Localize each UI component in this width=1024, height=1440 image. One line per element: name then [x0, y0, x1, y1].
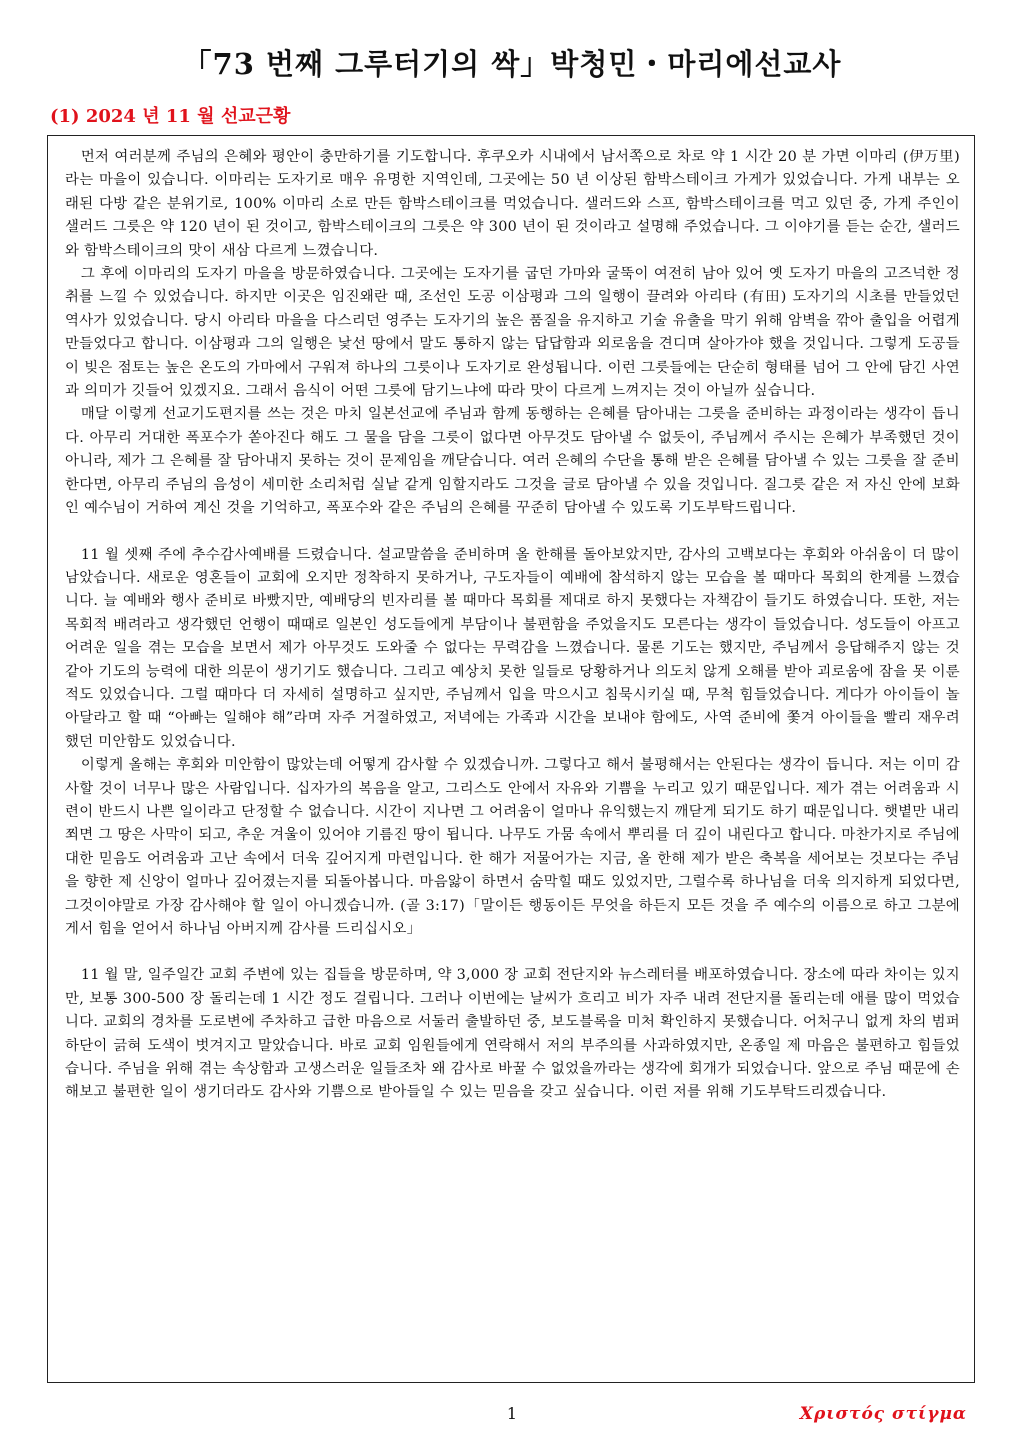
- paragraph-pottery-village: 그 후에 이마리의 도자기 마을을 방문하였습니다. 그곳에는 도자기를 굽던 가마와 굴뚝이 여전히 남아 있어 옛 도자기 마을의 고즈넉한 정취를 느낄 수 있었습니다. 하지만 이곳은 임진왜란 때, 조선인 도공 이삼평과 그의 일행이 끌려와 아리타 (有田) 도자기의 시초를 만들었던 역사가 있었습니다. 당시 아리타 마을을 다스리던 영주는 도자기의 높은 품질을 유지하고 기술 유출을 막기 위해 암벽을 깎아 출입을 어렵게 만들었다고 합니다. 이삼평과 그의 일행은 낯선 땅에서 말도 통하지 않는 답답함과 외로움을 견디며 살아가야 했을 것입니다. 그렇게 도공들이 빚은 점토는 높은 온도의 가마에서 구워져 하나의 그릇이나 도자기로 완성됩니다. 이런 그릇들에는 단순히 형태를 넘어 그 안에 담긴 사연과 의미가 깃들어 있겠지요. 그래서 음식이 어떤 그릇에 담기느냐에 따라 맛이 다르게 느껴지는 것이 아닐까 싶습니다.: [65, 266, 960, 400]
- paragraph-flyer-distribution: 11 월 말, 일주일간 교회 주변에 있는 집들을 방문하며, 약 3,000 장 교회 전단지와 뉴스레터를 배포하였습니다. 장소에 따라 차이는 있지만, 보통 300-500 장 돌리는데 1 시간 정도 걸립니다. 그러나 이번에는 날씨가 흐리고 비가 자주 내려 전단지를 돌리는데 애를 많이 먹었습니다. 교회의 경차를 도로변에 주차하고 급한 마음으로 서둘러 출발하던 중, 보도블록을 미처 확인하지 못했습니다. 어처구니 없게 차의 범퍼 하단이 긁혀 도색이 벗겨지고 말았습니다. 바로 교회 임원들에게 연락해서 저의 부주의를 사과하였지만, 온종일 제 마음은 불편하고 힘들었습니다. 주님을 위해 겪는 속상함과 고생스러운 일들조차 왜 감사로 바꿀 수 없었을까라는 생각에 회개가 되었습니다. 앞으로 주님 때문에 손해보고 불편한 일이 생기더라도 감사와 기쁨으로 받아들일 수 있는 믿음을 갖고 싶습니다. 이런 저를 위해 기도부탁드리겠습니다.: [65, 967, 960, 1101]
- paragraph-thanksgiving-service: 11 월 셋째 주에 추수감사예배를 드렸습니다. 설교말씀을 준비하며 올 한해를 돌아보았지만, 감사의 고백보다는 후회와 아쉬움이 더 많이 남았습니다. 새로운 영혼들이 교회에 오지만 정착하지 못하거나, 구도자들이 예배에 참석하지 않는 모습을 볼 때마다 목회의 한계를 느꼈습니다. 늘 예배와 행사 준비로 바빴지만, 예배당의 빈자리를 볼 때마다 목회를 제대로 하지 못했다는 자책감이 들기도 하였습니다. 또한, 저는 목회적 배려라고 생각했던 언행이 때때로 일본인 성도들에게 부담이나 불편함을 주었을지도 모른다는 생각이 들었습니다. 성도들이 아프고 어려운 일을 겪는 모습을 보면서 제가 아무것도 도와줄 수 없다는 무력감을 느꼈습니다. 물론 기도는 했지만, 주님께서 응답해주지 않는 것 같아 기도의 능력에 대한 의문이 생기기도 했습니다. 그리고 예상치 못한 일들로 당황하거나 의도치 않게 오해를 받아 괴로움에 잠을 못 이룬 적도 있었습니다. 그럴 때마다 더 자세히 설명하고 싶지만, 주님께서 입을 막으시고 침묵시키실 때, 무척 힘들었습니다. 게다가 아이들이 놀아달라고 할 때 “아빠는 일해야 해”라며 자주 거절하였고, 저녁에는 가족과 시간을 보내야 함에도, 사역 준비에 쫓겨 아이들을 빨리 재우려 했던 미안함도 있었습니다.: [65, 546, 960, 750]
- paragraph-vessel-of-grace: 매달 이렇게 선교기도편지를 쓰는 것은 마치 일본선교에 주님과 함께 동행하는 은혜를 담아내는 그릇을 준비하는 과정이라는 생각이 듭니다. 아무리 거대한 폭포수가 쏟아진다 해도 그 물을 담을 그릇이 없다면 아무것도 담아낼 수 없듯이, 주님께서 주시는 은혜가 부족했던 것이 아니라, 제가 그 은혜를 잘 담아내지 못하는 것이 문제임을 깨닫습니다. 여러 은혜의 수단을 통해 받은 은혜를 담아낼 수 있는 그릇을 잘 준비한다면, 아무리 주님의 음성이 세미한 소리처럼 실낱 같게 임할지라도 그것을 글로 담아낼 수 있을 것입니다. 질그릇 같은 저 자신 안에 보화인 예수님이 거하여 계신 것을 기억하고, 폭포수와 같은 주님의 은혜를 꾸준히 담아낼 수 있도록 기도부탁드립니다.: [65, 406, 960, 517]
- section-heading: (1) 2024 년 11 월 선교근황: [50, 106, 291, 127]
- letter-body-box: [47, 135, 975, 1383]
- paragraph-gratitude-reflection: 이렇게 올해는 후회와 미안함이 많았는데 어떻게 감사할 수 있겠습니까. 그렇다고 해서 불평해서는 안된다는 생각이 듭니다. 저는 이미 감사할 것이 너무나 많은 사람입니다. 십자가의 복음을 알고, 그리스도 안에서 자유와 기쁨을 누리고 있기 때문입니다. 제가 겪는 어려움과 시련이 반드시 나쁜 일이라고 단정할 수 없습니다. 시간이 지나면 그 어려움이 얼마나 유익했는지 깨닫게 되기도 하기 때문입니다. 햇볕만 내리쬐면 그 땅은 사막이 되고, 추운 겨울이 있어야 기름진 땅이 됩니다. 나무도 가뭄 속에서 뿌리를 더 깊이 내린다고 합니다. 마찬가지로 주님에 대한 믿음도 어려움과 고난 속에서 더욱 깊어지게 마련입니다. 한 해가 저물어가는 지금, 올 한해 제가 받은 축복을 세어보는 것보다는 주님을 향한 제 신앙이 얼마나 깊어졌는지를 되돌아봅니다. 마음앓이 하면서 숨막힐 때도 있었지만, 그럴수록 하나님을 더욱 의지하게 되었다면, 그것이야말로 가장 감사해야 할 일이 아니겠습니까. (골 3:17)「말이든 행동이든 무엇을 하든지 모든 것을 주 예수의 이름으로 하고 그분에게서 힘을 얻어서 하나님 아버지께 감사를 드리십시오」: [65, 757, 960, 937]
- page-title: 「73 번째 그루터기의 싹」박청민・마리에선교사: [182, 47, 842, 81]
- paragraph-imari-restaurant: 먼저 여러분께 주님의 은혜와 평안이 충만하기를 기도합니다. 후쿠오카 시내에서 남서쪽으로 차로 약 1 시간 20 분 가면 이마리 (伊万里) 라는 마을이 있습니다. 이마리는 도자기로 매우 유명한 지역인데, 그곳에는 50 년 이상된 함박스테이크 가게가 있었습니다. 가게 내부는 오래된 다방 같은 분위기로, 100% 이마리 소로 만든 함박스테이크를 먹었습니다. 샐러드와 스프, 함박스테이크를 먹고 있던 중, 가게 주인이 샐러드 그릇은 약 120 년이 된 것이고, 함박스테이크의 그릇은 약 300 년이 된 것이라고 설명해 주었습니다. 그 이야기를 듣는 순간, 샐러드와 함박스테이크의 맛이 새삼 다르게 느꼈습니다.: [65, 149, 960, 259]
- footer-motto: Χριστός στίγμα: [799, 1404, 967, 1424]
- page-number: 1: [506, 1404, 518, 1423]
